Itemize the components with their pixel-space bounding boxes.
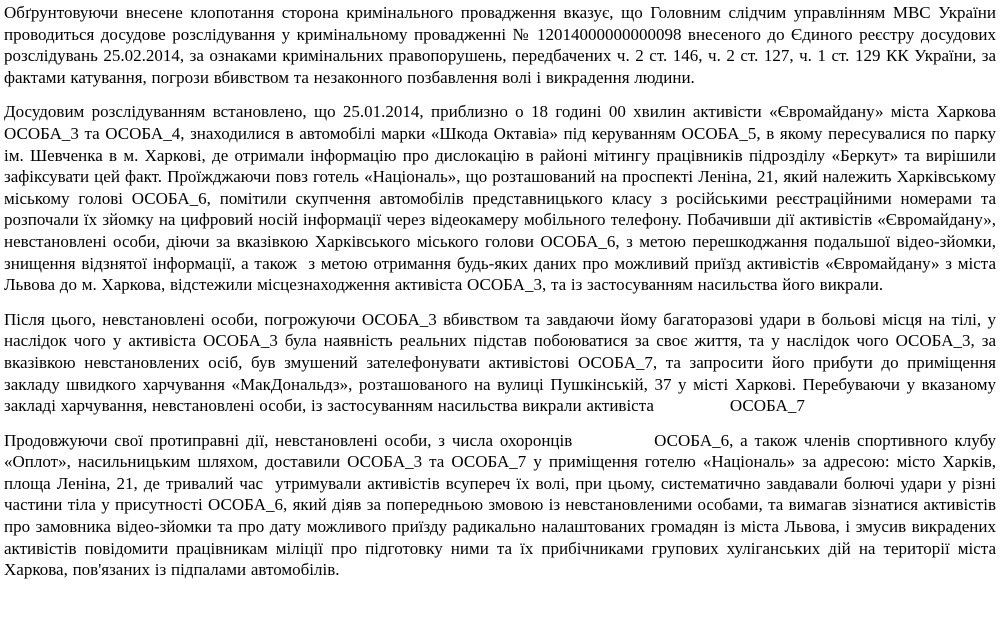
paragraph-continued-unlawful-acts: Продовжуючи свої протиправні дії, невстановлені особи, з числа охоронців ОСОБА_6, а також членів спортивного клубу «Оплот», насильницьким шляхом, доставили ОСОБА_3 та ОСОБА_7 у приміщення готелю «Національ» за адресою: місто Харків, площа Леніна, 21, де тривалий час утримували активістів всупереч їх волі, при цьому, систематично завдавали болючі удари у різні частини тіла у присутності ОСОБА_6, який діяв за попередньою змовою із невстановленими особами, та вимагав зізнатися активістів про замовника відео-зйомки та про дату можливого приїзду радикально налаштованих громадян із міста Львова, і змусив викрадених активістів повідомити працівникам міліції про підготовку ними та їх прибічниками групових хуліганських дій на території міста Харкова, пов'язаних із підпалами автомобілів.: [4, 430, 996, 580]
paragraph-pretrial-findings: Досудовим розслідуванням встановлено, що 25.01.2014, приблизно о 18 годині 00 хвилин активісти «Євромайдану» міста Харкова ОСОБА_3 та ОСОБА_4, знаходилися в автомобілі марки «Шкода Октавіа» під керуванням ОСОБА_5, в якому пересувалися по парку ім. Шевченка в м. Харкові, де отримали інформацію про дислокацію в районі мітингу працівників підрозділу «Беркут» та вирішили зафіксувати цей факт. Проїжджаючи повз готель «Національ», що розташований на проспекті Леніна, 21, який належить Харківському міському голові ОСОБА_6, помітили скупчення автомобілів представницького класу з російськими реєстраційними номерами та розпочали їх зйомку на цифровий носій інформації через відеокамеру мобільного телефону. Побачивши дії активістів «Євромайдану», невстановлені особи, діючи за вказівкою Харківського міського голови ОСОБА_6, з метою перешкоджання подальшої відео-зйомки, знищення відзнятої інформації, а також з метою отримання будь-яких даних про можливий приїзд активістів «Євромайдану» з міста Львова до м. Харкова, відстежили місцезнаходження активіста ОСОБА_3, та із застосуванням насильства його викрали.: [4, 102, 996, 295]
paragraph-petition-grounds: Обґрунтовуючи внесене клопотання сторона кримінального провадження вказує, що Головним слідчим управлінням МВС України проводиться досудове розслідування у кримінальному провадженні № 12014000000000098 внесеного до Єдиного реєстру досудових розслідувань 25.02.2014, за ознаками кримінальних правопорушень, передбачених ч. 2 ст. 146, ч. 2 ст. 127, ч. 1 ст. 129 КК України, за фактами катування, погрози вбивством та незаконного позбавлення волі і викрадення людини.: [4, 3, 996, 87]
paragraph-threats-and-abduction: Після цього, невстановлені особи, погрожуючи ОСОБА_3 вбивством та завдаючи йому багаторазові удари в больові місця на тілі, у наслідок чого у активіста ОСОБА_3 була наявність реальних підстав побоюватися за своє життя, та у наслідок чого ОСОБА_3, за вказівкою невстановлених осіб, був змушений зателефонувати активістові ОСОБА_7, та запросити його прибути до приміщення закладу швидкого харчування «МакДональдз», розташованого на вулиці Пушкінській, 37 у місті Харкові. Перебуваючи у вказаному закладі харчування, невстановлені особи, із застосуванням насильства викрали активіста ОСОБА_7: [4, 309, 996, 416]
